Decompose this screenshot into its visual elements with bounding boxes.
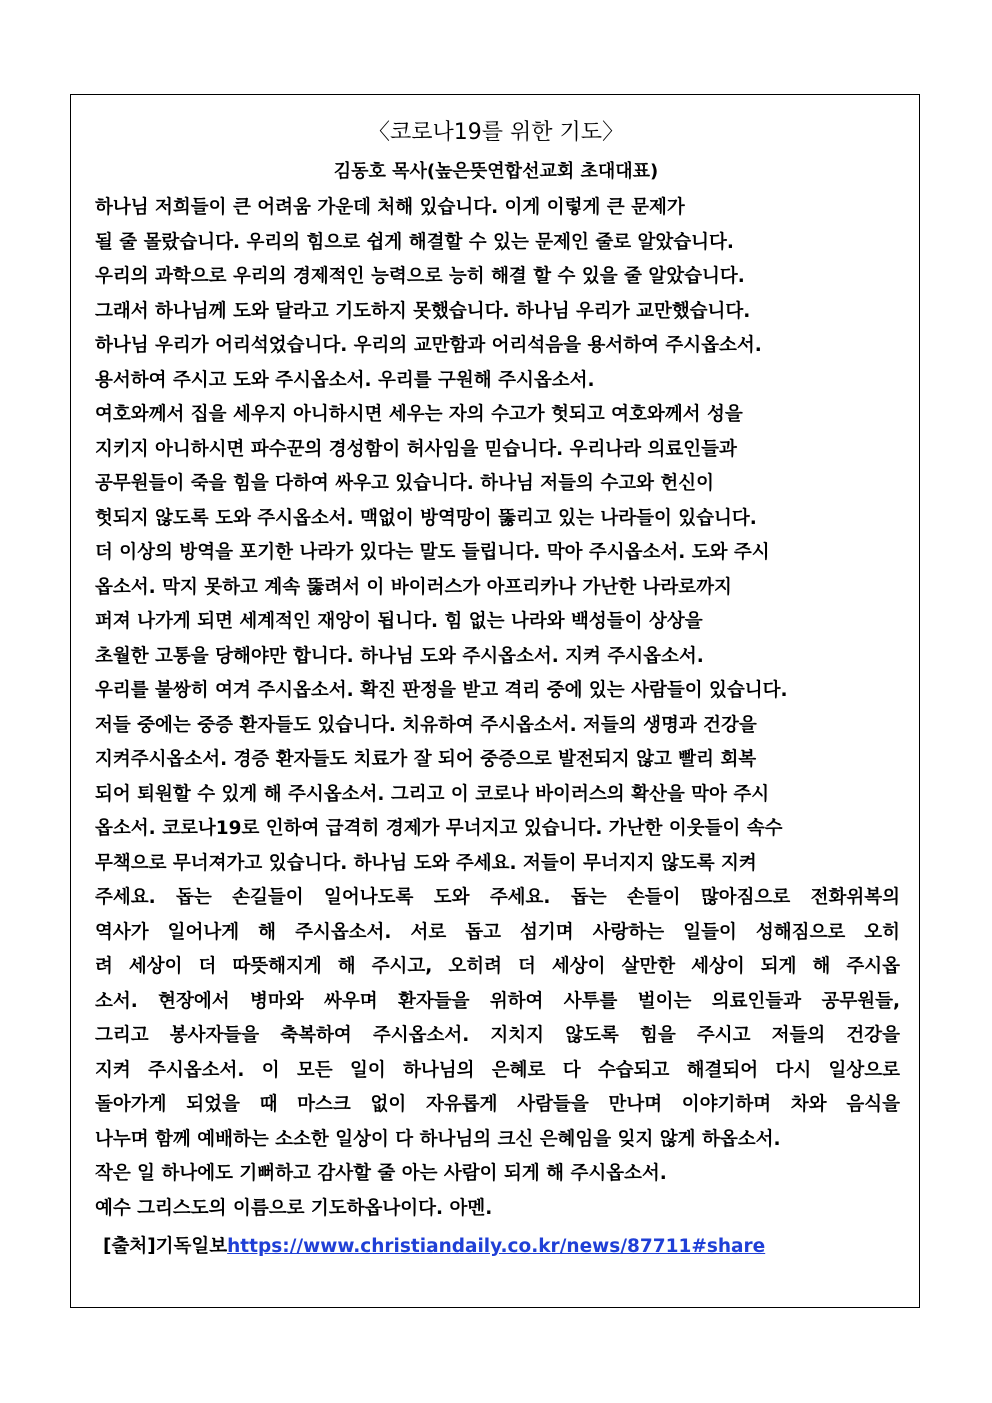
prayer-line: 우리를 불쌍히 여겨 주시옵소서. 확진 판정을 받고 격리 중에 있는 사람들이 있습니다.	[95, 680, 788, 701]
prayer-line: 무책으로 무너져가고 있습니다. 하나님 도와 주세요. 저들이 무너지지 않도록 지켜	[95, 852, 757, 874]
prayer-line: 헛되지 않도록 도와 주시옵소서. 맥없이 방역망이 뚫리고 있는 나라들이 있습니다.	[95, 507, 757, 529]
document-author: 김동호 목사(높은뜻연합선교회 초대대표)	[333, 161, 659, 182]
prayer-line: 지켜 주시옵소서. 이 모든 일이 하나님의 은혜로 다 수습되고 해결되어 다시 일상으로	[95, 1059, 900, 1081]
prayer-line: 주세요. 돕는 손길들이 일어나도록 도와 주세요. 돕는 손들이 많아짐으로 전화위복의	[95, 887, 900, 908]
prayer-line: 하나님 우리가 어리석었습니다. 우리의 교만함과 어리석음을 용서하여 주시옵소서.	[95, 335, 762, 356]
prayer-line: 용서하여 주시고 도와 주시옵소서. 우리를 구원해 주시옵소서.	[95, 369, 595, 391]
document-title: 〈코로나19를 위한 기도〉	[368, 120, 624, 145]
prayer-line: 더 이상의 방역을 포기한 나라가 있다는 말도 들립니다. 막아 주시옵소서. 도와 주시	[95, 542, 770, 563]
prayer-line: 나누며 함께 예배하는 소소한 일상이 다 하나님의 크신 은혜임을 잊지 않게 하옵소서.	[95, 1128, 781, 1150]
prayer-line: 작은 일 하나에도 기뻐하고 감사할 줄 아는 사람이 되게 해 주시옵소서.	[95, 1163, 667, 1184]
source-citation	[103, 1233, 765, 1261]
prayer-line: 지키지 아니하시면 파수꾼의 경성함이 허사임을 믿습니다. 우리나라 의료인들과	[95, 438, 737, 460]
prayer-line: 소서. 현장에서 병마와 싸우며 환자들을 위하여 사투를 벌이는 의료인들과 공무원들,	[95, 990, 900, 1012]
prayer-line: 여호와께서 집을 세우지 아니하시면 세우는 자의 수고가 헛되고 여호와께서 성을	[95, 404, 743, 425]
prayer-line: 역사가 일어나게 해 주시옵소서. 서로 돕고 섬기며 사랑하는 일들이 성해짐으로 오히	[95, 921, 900, 943]
prayer-line: 예수 그리스도의 이름으로 기도하옵나이다. 아멘.	[95, 1197, 493, 1219]
prayer-line: 그래서 하나님께 도와 달라고 기도하지 못했습니다. 하나님 우리가 교만했습니다.	[95, 300, 751, 322]
prayer-line: 옵소서. 막지 못하고 계속 뚫려서 이 바이러스가 아프리카나 가난한 나라로까지	[95, 576, 732, 598]
source-label: [출처]기독일보	[103, 1236, 228, 1257]
prayer-line: 될 줄 몰랐습니다. 우리의 힘으로 쉽게 해결할 수 있는 문제인 줄로 알았습니다.	[95, 231, 734, 253]
prayer-line: 지켜주시옵소서. 경증 환자들도 치료가 잘 되어 중증으로 발전되지 않고 빨리 회복	[95, 749, 757, 770]
prayer-line: 옵소서. 코로나19로 인하여 급격히 경제가 무너지고 있습니다. 가난한 이웃들이 속수	[95, 818, 783, 839]
prayer-line: 돌아가게 되었을 때 마스크 없이 자유롭게 사람들을 만나며 이야기하며 차와 음식을	[95, 1094, 900, 1115]
prayer-line: 퍼져 나가게 되면 세계적인 재앙이 됩니다. 힘 없는 나라와 백성들이 상상을	[95, 611, 703, 632]
prayer-line: 저들 중에는 중증 환자들도 있습니다. 치유하여 주시옵소서. 저들의 생명과 건강을	[95, 714, 757, 736]
prayer-line: 우리의 과학으로 우리의 경제적인 능력으로 능히 해결 할 수 있을 줄 알았습니다.	[95, 266, 745, 287]
prayer-line: 공무원들이 죽을 힘을 다하여 싸우고 있습니다. 하나님 저들의 수고와 헌신이	[95, 473, 714, 494]
prayer-line: 되어 퇴원할 수 있게 해 주시옵소서. 그리고 이 코로나 바이러스의 확산을 막아 주시	[95, 783, 770, 805]
prayer-body	[95, 193, 900, 1228]
prayer-line: 초월한 고통을 당해야만 합니다. 하나님 도와 주시옵소서. 지켜 주시옵소서.	[95, 645, 704, 667]
prayer-line: 하나님 저희들이 큰 어려움 가운데 처해 있습니다. 이게 이렇게 큰 문제가	[95, 197, 685, 218]
source-link[interactable]: https://www.christiandaily.co.kr/news/87711#share	[227, 1236, 766, 1257]
prayer-line: 려 세상이 더 따뜻해지게 해 주시고, 오히려 더 세상이 살만한 세상이 되게 해 주시옵	[95, 956, 900, 977]
prayer-line: 그리고 봉사자들을 축복하여 주시옵소서. 지치지 않도록 힘을 주시고 저들의 건강을	[95, 1025, 900, 1046]
